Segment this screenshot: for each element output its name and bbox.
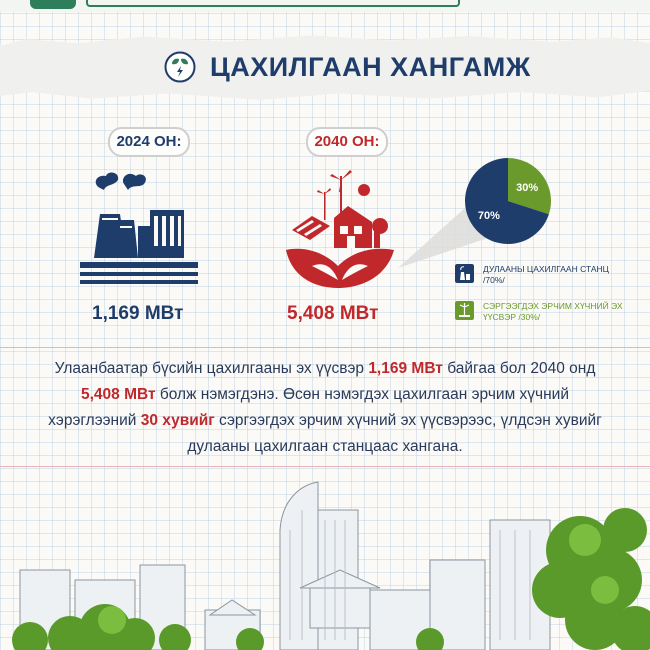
divider-bottom: [0, 466, 650, 467]
para-text-1: Улаанбаатар бүсийн цахилгааны эх үүсвэр: [54, 360, 369, 377]
para-text-3: болж нэмэгдэнэ. Өсөн нэмэгдэх цахилгаан эрчим хүчний хэрэглээний: [48, 386, 569, 429]
page-title: ЦАХИЛГААН ХАНГАМЖ: [210, 52, 531, 82]
power-plant-legend-icon: [455, 264, 474, 283]
legend-label-thermal: ДУЛААНЫ ЦАХИЛГААН СТАНЦ /70%/: [483, 264, 609, 285]
divider-top: [0, 347, 650, 348]
value-2040: 5,408 МВт: [287, 303, 379, 324]
pie-label-70pct: 70%: [477, 209, 500, 222]
pie-label-30pct: 30%: [516, 182, 539, 195]
para-text-4: сэргээгдэх эрчим хүчний эх үүсвэрээс, үлдсэн хувийг дулааны цахилгаан станцаас хангана.: [187, 412, 602, 455]
legend-item-thermal: [455, 264, 623, 286]
year-2040-badge: 2040 ОН:: [306, 127, 388, 157]
value-2024: 1,169 МВт: [92, 303, 184, 324]
legend-item-renewable: [455, 301, 623, 323]
para-highlight-2: 5,408 МВт: [81, 386, 156, 403]
para-highlight-1: 1,169 МВт: [368, 360, 443, 377]
legend-label-renewable: СЭРГЭЭГДЭХ ЭРЧИМ ХҮЧНИЙ ЭХ ҮҮСВЭР /30%/: [483, 301, 623, 322]
year-2024-badge: 2024 ОН:: [108, 127, 190, 157]
city-skyline-illustration: [0, 470, 650, 650]
renewable-legend-icon: [455, 301, 474, 320]
para-text-2: байгаа бол 2040 онд: [442, 360, 596, 377]
summary-paragraph: [40, 356, 610, 460]
para-highlight-3: 30 хувийг: [140, 412, 215, 429]
